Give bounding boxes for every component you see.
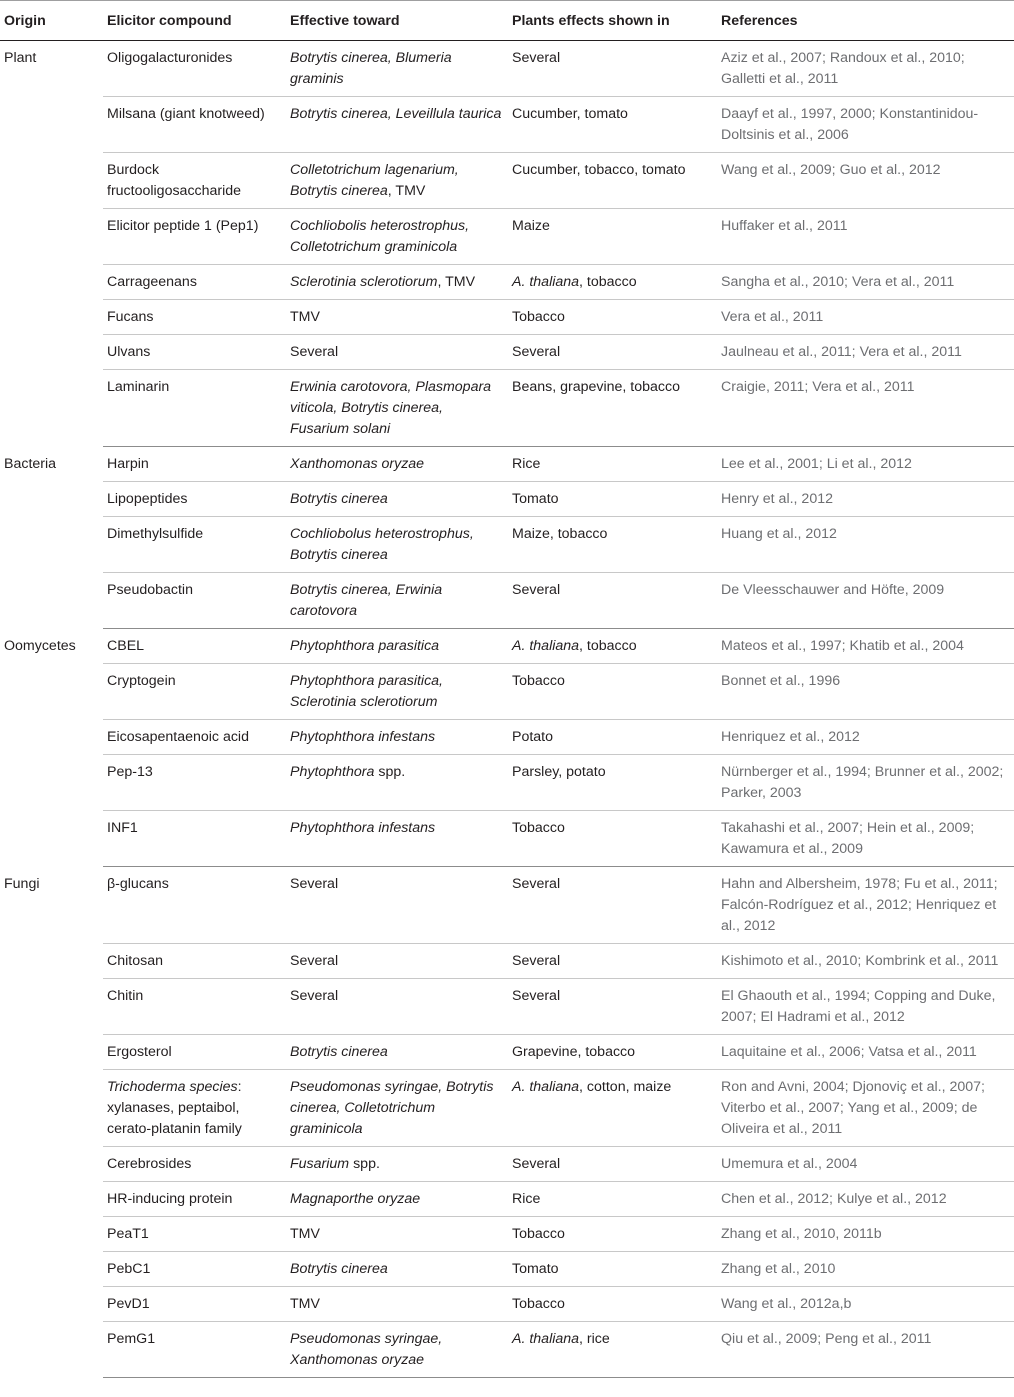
plants-cell <box>508 265 717 300</box>
text: spp. <box>374 764 406 780</box>
effective-toward-cell <box>286 370 508 447</box>
effective-toward-cell <box>286 300 508 335</box>
compound-cell <box>103 517 286 573</box>
references-cell: Aziz et al., 2007; Randoux et al., 2010; Galletti et al., 2011 <box>717 41 1014 97</box>
effective-toward-cell <box>286 979 508 1035</box>
effective-toward-cell <box>286 265 508 300</box>
italic-text: Cochliobolus heterostrophus, Botrytis cinerea <box>290 526 474 563</box>
text: Harpin <box>107 456 149 472</box>
italic-text: Trichoderma species <box>107 1079 238 1095</box>
table-row <box>0 209 1014 265</box>
italic-text: Botrytis cinerea <box>290 1044 388 1060</box>
header-references: References <box>717 1 1014 41</box>
compound-cell <box>103 482 286 517</box>
compound-cell <box>103 944 286 979</box>
text: , TMV <box>387 183 426 199</box>
plants-cell <box>508 1322 717 1378</box>
text: Cucumber, tomato <box>512 106 628 122</box>
header-plants: Plants effects shown in <box>508 1 717 41</box>
plants-cell <box>508 1035 717 1070</box>
compound-cell <box>103 1322 286 1378</box>
italic-text: Phytophthora parasitica <box>290 638 440 654</box>
compound-cell <box>103 867 286 944</box>
text: , cotton, maize <box>579 1079 672 1095</box>
table-row <box>0 720 1014 755</box>
table-row <box>0 1182 1014 1217</box>
text: PevD1 <box>107 1296 150 1312</box>
header-origin: Origin <box>0 1 103 41</box>
effective-toward-cell <box>286 1322 508 1378</box>
text: Ergosterol <box>107 1044 172 1060</box>
plants-cell <box>508 41 717 97</box>
plants-cell <box>508 720 717 755</box>
italic-text: Colletotrichum lagenarium, Botrytis cinerea <box>290 162 459 199</box>
compound-cell <box>103 447 286 482</box>
text: Oligogalacturonides <box>107 50 233 66</box>
italic-text: Botrytis cinerea, Blumeria graminis <box>290 50 452 87</box>
table-row <box>0 979 1014 1035</box>
effective-toward-cell <box>286 664 508 720</box>
text: Several <box>512 582 561 598</box>
references-cell: Lee et al., 2001; Li et al., 2012 <box>717 447 1014 482</box>
text: Eicosapentaenoic acid <box>107 729 249 745</box>
compound-cell <box>103 97 286 153</box>
table-row <box>0 867 1014 944</box>
text: TMV <box>290 1296 320 1312</box>
origin-cell: Plant <box>4 50 37 66</box>
compound-cell <box>103 664 286 720</box>
references-cell: De Vleesschauwer and Höfte, 2009 <box>717 573 1014 629</box>
text: Maize, tobacco <box>512 526 608 542</box>
plants-cell <box>508 447 717 482</box>
text: Tobacco <box>512 820 565 836</box>
table-row <box>0 265 1014 300</box>
effective-toward-cell <box>286 1287 508 1322</box>
effective-toward-cell <box>286 944 508 979</box>
table-row <box>0 153 1014 209</box>
compound-cell <box>103 1182 286 1217</box>
references-cell: Ron and Avni, 2004; Djonoviç et al., 2007; Viterbo et al., 2007; Yang et al., 2009; de Oliveira et al., 2011 <box>717 1070 1014 1147</box>
text: TMV <box>290 309 320 325</box>
references-cell: Umemura et al., 2004 <box>717 1147 1014 1182</box>
references-cell: Henriquez et al., 2012 <box>717 720 1014 755</box>
header-row <box>0 1 1014 41</box>
compound-cell <box>103 1035 286 1070</box>
effective-toward-cell <box>286 720 508 755</box>
table-row <box>0 370 1014 447</box>
effective-toward-cell <box>286 867 508 944</box>
plants-cell <box>508 335 717 370</box>
table-row <box>0 1035 1014 1070</box>
text: , TMV <box>437 274 476 290</box>
italic-text: Phytophthora <box>290 764 375 780</box>
text: Several <box>512 344 561 360</box>
text: Pseudobactin <box>107 582 193 598</box>
italic-text: Botrytis cinerea <box>290 491 388 507</box>
italic-text: A. thaliana <box>512 638 580 654</box>
compound-cell <box>103 265 286 300</box>
references-cell: El Ghaouth et al., 1994; Copping and Duke, 2007; El Hadrami et al., 2012 <box>717 979 1014 1035</box>
plants-cell <box>508 209 717 265</box>
plants-cell <box>508 300 717 335</box>
compound-cell <box>103 1217 286 1252</box>
effective-toward-cell <box>286 1070 508 1147</box>
table-row <box>0 944 1014 979</box>
table-row <box>0 1217 1014 1252</box>
plants-cell <box>508 153 717 209</box>
text: Tobacco <box>512 309 565 325</box>
text: Chitosan <box>107 953 163 969</box>
text: Cucumber, tobacco, tomato <box>512 162 686 178</box>
text: spp. <box>349 1156 380 1172</box>
text: Chitin <box>107 988 144 1004</box>
text: Grapevine, tobacco <box>512 1044 636 1060</box>
table-row <box>0 300 1014 335</box>
compound-cell <box>103 1147 286 1182</box>
table-body <box>0 41 1014 1378</box>
plants-cell <box>508 979 717 1035</box>
table-header <box>0 1 1014 41</box>
italic-text: A. thaliana <box>512 274 580 290</box>
text: β-glucans <box>107 876 169 892</box>
effective-toward-cell <box>286 811 508 867</box>
origin-cell: Oomycetes <box>4 637 76 654</box>
references-cell: Kishimoto et al., 2010; Kombrink et al., 2011 <box>717 944 1014 979</box>
table-row <box>0 573 1014 629</box>
compound-cell <box>103 1287 286 1322</box>
text: Tomato <box>512 1261 559 1277</box>
text: Maize <box>512 218 550 234</box>
italic-text: Phytophthora parasitica, Sclerotinia sclerotiorum <box>290 673 444 710</box>
table-row <box>0 629 1014 664</box>
table-row <box>0 447 1014 482</box>
effective-toward-cell <box>286 482 508 517</box>
effective-toward-cell <box>286 755 508 811</box>
references-cell: Henry et al., 2012 <box>717 482 1014 517</box>
references-cell: Laquitaine et al., 2006; Vatsa et al., 2011 <box>717 1035 1014 1070</box>
table-row <box>0 482 1014 517</box>
text: Several <box>512 953 561 969</box>
references-cell: Takahashi et al., 2007; Hein et al., 2009; Kawamura et al., 2009 <box>717 811 1014 867</box>
effective-toward-cell <box>286 1035 508 1070</box>
text: Several <box>290 344 339 360</box>
references-cell: Bonnet et al., 1996 <box>717 664 1014 720</box>
plants-cell <box>508 1252 717 1287</box>
references-cell: Zhang et al., 2010, 2011b <box>717 1217 1014 1252</box>
table-row <box>0 335 1014 370</box>
references-cell: Hahn and Albersheim, 1978; Fu et al., 2011; Falcón-Rodríguez et al., 2012; Henriquez et al., 2012 <box>717 867 1014 944</box>
text: Fucans <box>107 309 154 325</box>
header-compound: Elicitor compound <box>103 1 286 41</box>
text: Burdock fructooligosaccharide <box>107 162 242 199</box>
origin-cell: Bacteria <box>4 455 57 472</box>
italic-text: Botrytis cinerea, Erwinia carotovora <box>290 582 443 619</box>
compound-cell <box>103 1070 286 1147</box>
table-row <box>0 97 1014 153</box>
italic-text: Sclerotinia sclerotiorum <box>290 274 438 290</box>
text: Tomato <box>512 491 559 507</box>
plants-cell <box>508 97 717 153</box>
italic-text: Fusarium <box>290 1156 350 1172</box>
plants-cell <box>508 1070 717 1147</box>
text: Rice <box>512 1191 541 1207</box>
plants-cell <box>508 755 717 811</box>
plants-cell <box>508 517 717 573</box>
text: Milsana (giant knotweed) <box>107 106 265 122</box>
plants-cell <box>508 867 717 944</box>
effective-toward-cell <box>286 573 508 629</box>
plants-cell <box>508 482 717 517</box>
compound-cell <box>103 300 286 335</box>
compound-cell <box>103 153 286 209</box>
text: Cryptogein <box>107 673 176 689</box>
text: PeaT1 <box>107 1226 149 1242</box>
compound-cell <box>103 335 286 370</box>
effective-toward-cell <box>286 1147 508 1182</box>
effective-toward-cell <box>286 209 508 265</box>
text: Ulvans <box>107 344 151 360</box>
text: Lipopeptides <box>107 491 188 507</box>
effective-toward-cell <box>286 1217 508 1252</box>
text: Potato <box>512 729 554 745</box>
plants-cell <box>508 629 717 664</box>
text: Elicitor peptide 1 (Pep1) <box>107 218 259 234</box>
effective-toward-cell <box>286 1182 508 1217</box>
compound-cell <box>103 755 286 811</box>
text: Tobacco <box>512 1226 565 1242</box>
table-row <box>0 1252 1014 1287</box>
plants-cell <box>508 1182 717 1217</box>
text: HR-inducing protein <box>107 1191 233 1207</box>
italic-text: Botrytis cinerea, Leveillula taurica <box>290 106 502 122</box>
references-cell: Jaulneau et al., 2011; Vera et al., 2011 <box>717 335 1014 370</box>
references-cell: Huffaker et al., 2011 <box>717 209 1014 265</box>
table-row <box>0 664 1014 720</box>
text: PemG1 <box>107 1331 156 1347</box>
text: Several <box>512 988 561 1004</box>
plants-cell <box>508 370 717 447</box>
plants-cell <box>508 811 717 867</box>
compound-cell <box>103 209 286 265</box>
text: Rice <box>512 456 541 472</box>
italic-text: Magnaporthe oryzae <box>290 1191 421 1207</box>
references-cell: Craigie, 2011; Vera et al., 2011 <box>717 370 1014 447</box>
text: TMV <box>290 1226 320 1242</box>
references-cell: Chen et al., 2012; Kulye et al., 2012 <box>717 1182 1014 1217</box>
text: , rice <box>579 1331 610 1347</box>
text: Laminarin <box>107 379 170 395</box>
text: Several <box>512 1156 561 1172</box>
header-effective: Effective toward <box>286 1 508 41</box>
italic-text: Botrytis cinerea <box>290 1261 388 1277</box>
text: Several <box>290 876 339 892</box>
text: , tobacco <box>579 274 637 290</box>
text: Cerebrosides <box>107 1156 192 1172</box>
text: Pep-13 <box>107 764 153 780</box>
references-cell: Daayf et al., 1997, 2000; Konstantinidou-Doltsinis et al., 2006 <box>717 97 1014 153</box>
table-row <box>0 755 1014 811</box>
compound-cell <box>103 370 286 447</box>
text: Carrageenans <box>107 274 197 290</box>
italic-text: Cochliobolis heterostrophus, Colletotrichum graminicola <box>290 218 470 255</box>
table-row <box>0 517 1014 573</box>
compound-cell <box>103 720 286 755</box>
plants-cell <box>508 1217 717 1252</box>
text: Dimethylsulfide <box>107 526 204 542</box>
references-cell: Wang et al., 2009; Guo et al., 2012 <box>717 153 1014 209</box>
plants-cell <box>508 944 717 979</box>
effective-toward-cell <box>286 517 508 573</box>
italic-text: Pseudomonas syringae, Xanthomonas oryzae <box>290 1331 443 1368</box>
italic-text: Phytophthora infestans <box>290 820 436 836</box>
table-row <box>0 1147 1014 1182</box>
text: PebC1 <box>107 1261 151 1277</box>
text: Parsley, potato <box>512 764 606 780</box>
text: CBEL <box>107 638 145 654</box>
plants-cell <box>508 664 717 720</box>
references-cell: Huang et al., 2012 <box>717 517 1014 573</box>
references-cell: Zhang et al., 2010 <box>717 1252 1014 1287</box>
compound-cell <box>103 573 286 629</box>
table-row <box>0 1287 1014 1322</box>
text: , tobacco <box>579 638 637 654</box>
text: Several <box>290 988 339 1004</box>
table-row <box>0 1070 1014 1147</box>
text: : xylanases, peptaibol, cerato-platanin family <box>107 1079 242 1137</box>
effective-toward-cell <box>286 97 508 153</box>
text: Several <box>512 876 561 892</box>
compound-cell <box>103 811 286 867</box>
effective-toward-cell <box>286 1252 508 1287</box>
text: Beans, grapevine, tobacco <box>512 379 680 395</box>
references-cell: Wang et al., 2012a,b <box>717 1287 1014 1322</box>
plants-cell <box>508 573 717 629</box>
effective-toward-cell <box>286 41 508 97</box>
plants-cell <box>508 1287 717 1322</box>
italic-text: A. thaliana <box>512 1079 580 1095</box>
italic-text: Xanthomonas oryzae <box>290 456 425 472</box>
references-cell: Sangha et al., 2010; Vera et al., 2011 <box>717 265 1014 300</box>
italic-text: A. thaliana <box>512 1331 580 1347</box>
plants-cell <box>508 1147 717 1182</box>
italic-text: Phytophthora infestans <box>290 729 436 745</box>
table-row <box>0 811 1014 867</box>
text: Tobacco <box>512 1296 565 1312</box>
effective-toward-cell <box>286 629 508 664</box>
text: INF1 <box>107 820 138 836</box>
table-row <box>0 1322 1014 1378</box>
references-cell: Qiu et al., 2009; Peng et al., 2011 <box>717 1322 1014 1378</box>
compound-cell <box>103 41 286 97</box>
table-row <box>0 41 1014 97</box>
references-cell: Nürnberger et al., 1994; Brunner et al., 2002; Parker, 2003 <box>717 755 1014 811</box>
references-cell: Vera et al., 2011 <box>717 300 1014 335</box>
italic-text: Erwinia carotovora, Plasmopara viticola, Botrytis cinerea, Fusarium solani <box>290 379 492 437</box>
italic-text: Pseudomonas syringae, Botrytis cinerea, Colletotrichum graminicola <box>290 1079 494 1137</box>
text: Tobacco <box>512 673 565 689</box>
compound-cell <box>103 1252 286 1287</box>
effective-toward-cell <box>286 335 508 370</box>
text: Several <box>512 50 561 66</box>
references-cell: Mateos et al., 1997; Khatib et al., 2004 <box>717 629 1014 664</box>
effective-toward-cell <box>286 153 508 209</box>
origin-cell: Fungi <box>4 875 40 892</box>
text: Several <box>290 953 339 969</box>
compound-cell <box>103 629 286 664</box>
effective-toward-cell <box>286 447 508 482</box>
compound-cell <box>103 979 286 1035</box>
